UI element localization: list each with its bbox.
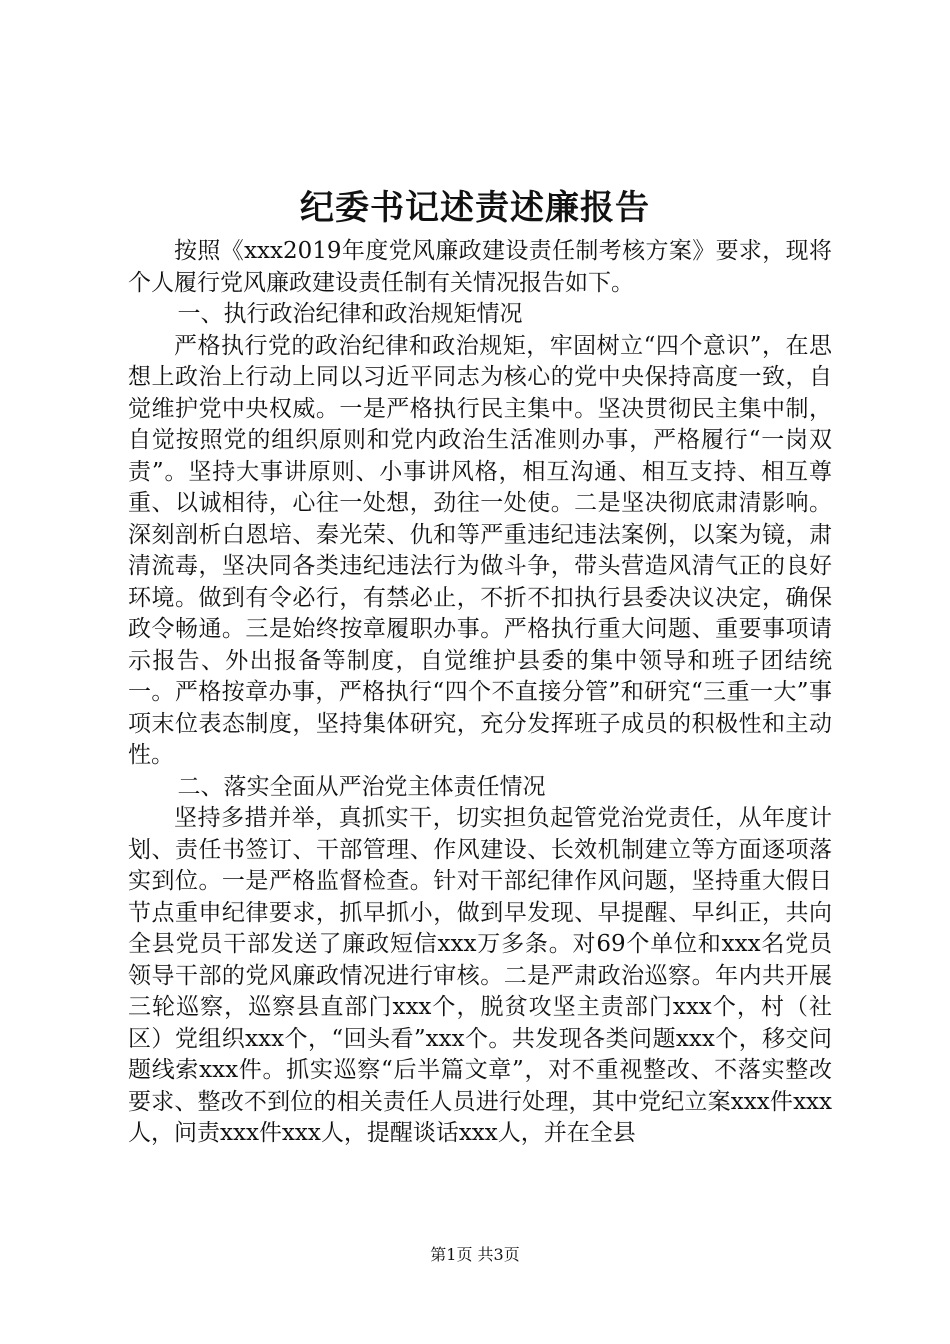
- page-footer: 第1页 共3页: [430, 1245, 520, 1264]
- section-1-paragraph: 严格执行党的政治纪律和政治规矩，牢固树立“四个意识”，在思想上政治上行动上同以习近平同志为核心的党中央保持高度一致，自觉维护党中央权威。一是严格执行民主集中。坚决贯彻民主集中制，自觉按照党的组织原则和党内政治生活准则办事，严格履行“一岗双责”。坚持大事讲原则、小事讲风格，相互沟通、相互支持、相互尊重、以诚相待，心往一处想，劲往一处使。二是坚决彻底肃清影响。深刻剖析白恩培、秦光荣、仇和等严重违纪违法案例，以案为镜，肃清流毒，坚决同各类违纪违法行为做斗争，带头营造风清气正的良好环境。做到有令必行，有禁必止，不折不扣执行县委决议决定，确保政令畅通。三是始终按章履职办事。严格执行重大问题、重要事项请示报告、外出报备等制度，自觉维护县委的集中领导和班子团结统一。严格按章办事，严格执行“四个不直接分管”和研究“三重一大”事项末位表态制度，坚持集体研究，充分发挥班子成员的积极性和主动性。: [128, 332, 832, 768]
- intro-paragraph: 按照《xxx2019年度党风廉政建设责任制考核方案》要求，现将个人履行党风廉政建设责任制有关情况报告如下。: [128, 238, 832, 296]
- document-title: 纪委书记述责述廉报告: [300, 188, 650, 228]
- document-body: [128, 236, 832, 1150]
- section-2-heading: 二、落实全面从严治党主体责任情况: [177, 773, 546, 800]
- section-1-heading: 一、执行政治纪律和政治规矩情况: [177, 301, 523, 327]
- section-2-paragraph: 坚持多措并举，真抓实干，切实担负起管党治党责任，从年度计划、责任书签订、干部管理、作风建设、长效机制建立等方面逐项落实到位。一是严格监督检查。针对干部纪律作风问题，坚持重大假日节点重申纪律要求，抓早抓小，做到早发现、早提醒、早纠正，共向全县党员干部发送了廉政短信xxx万多条。对69个单位和xxx名党员领导干部的党风廉政情况进行审核。二是严肃政治巡察。年内共开展三轮巡察，巡察县直部门xxx个，脱贫攻坚主责部门xxx个，村（社区）党组织xxx个，“回头看”xxx个。共发现各类问题xxx个，移交问题线索xxx件。抓实巡察“后半篇文章”，对不重视整改、不落实整改要求、整改不到位的相关责任人员进行处理，其中党纪立案xxx件xxx人，问责xxx件xxx人，提醒谈话xxx人，并在全县: [128, 805, 832, 1146]
